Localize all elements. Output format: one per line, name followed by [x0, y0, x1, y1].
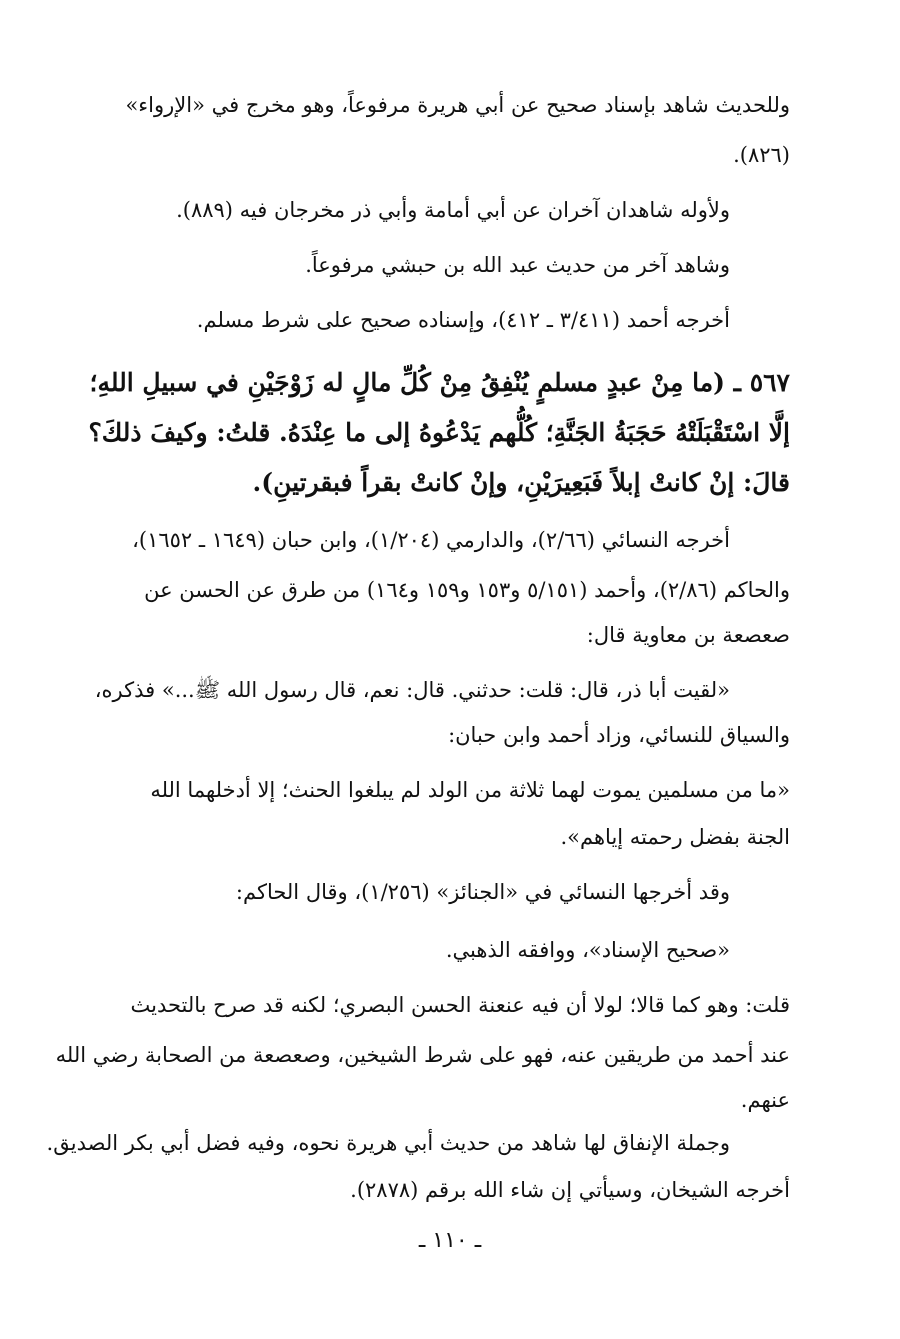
text-line: والسياق للنسائي، وزاد أحمد وابن حبان: [448, 723, 790, 747]
text-line: أخرجه الشيخان، وسيأتي إن شاء الله برقم (٢٨٧٨). [350, 1178, 790, 1202]
text-line: أخرجه النسائي (٢/٦٦)، والدارمي (١/٢٠٤)، وابن حبان (١٦٤٩ ـ ١٦٥٢)، [132, 528, 730, 552]
text-line: عنهم. [740, 1088, 790, 1112]
text-line: وقد أخرجها النسائي في «الجنائز» (١/٢٥٦)، وقال الحاكم: [235, 880, 730, 904]
text-line: صعصعة بن معاوية قال: [586, 623, 790, 647]
text-line: وللحديث شاهد بإسناد صحيح عن أبي هريرة مرفوعاً، وهو مخرج في «الإرواء» [125, 93, 790, 117]
text-line: وجملة الإنفاق لها شاهد من حديث أبي هريرة نحوه، وفيه فضل أبي بكر الصديق. [46, 1131, 730, 1155]
text-line: «لقيت أبا ذر، قال: قلت: حدثني. قال: نعم، قال رسول الله ﷺ...» فذكره، [94, 678, 730, 702]
hadith-heading-line: ٥٦٧ ـ (ما مِنْ عبدٍ مسلمٍ يُنْفِقُ مِنْ كُلِّ مالٍ له زَوْجَيْنِ في سبيلِ اللهِ؛ [89, 368, 790, 397]
text-line: «صحيح الإسناد»، ووافقه الذهبي. [445, 938, 730, 962]
text-line: أخرجه أحمد (٣/٤١١ ـ ٤١٢)، وإسناده صحيح على شرط مسلم. [196, 308, 730, 332]
text-line: ولأوله شاهدان آخران عن أبي أمامة وأبي ذر مخرجان فيه (٨٨٩). [176, 198, 730, 222]
text-line: وشاهد آخر من حديث عبد الله بن حبشي مرفوعاً. [305, 253, 730, 277]
page-number: ـ ١١٠ ـ [418, 1228, 482, 1253]
hadith-heading-line: قالَ: إنْ كانتْ إبلاً فَبَعِيرَيْنِ، وإنْ كانتْ بقراً فبقرتينِ). [252, 468, 790, 497]
text-line: والحاكم (٢/٨٦)، وأحمد (٥/١٥١ و١٥٣ و١٥٩ و١٦٤) من طرق عن الحسن عن [144, 578, 790, 602]
text-line: عند أحمد من طريقين عنه، فهو على شرط الشيخين، وصعصعة من الصحابة رضي الله [55, 1043, 790, 1067]
text-line: الجنة بفضل رحمته إياهم». [560, 825, 790, 849]
hadith-heading-line: إلَّا اسْتَقْبَلَتْهُ حَجَبَةُ الجَنَّةِ؛ كُلُّهم يَدْعُوهُ إلى ما عِنْدَهُ. قلتُ: وكيفَ ذلكَ؟ [88, 418, 790, 447]
text-line: قلت: وهو كما قالا؛ لولا أن فيه عنعنة الحسن البصري؛ لكنه قد صرح بالتحديث [130, 993, 790, 1017]
text-line: (٨٢٦). [733, 143, 790, 167]
text-line: «ما من مسلمين يموت لهما ثلاثة من الولد لم يبلغوا الحنث؛ إلا أدخلهما الله [150, 778, 790, 802]
